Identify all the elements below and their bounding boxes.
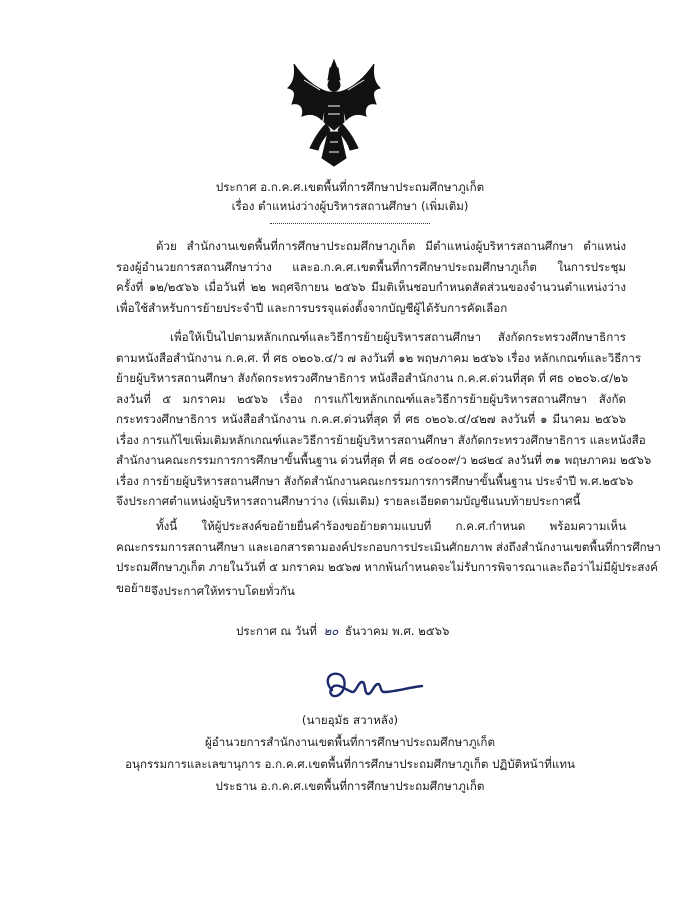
paragraph-line: จึงประกาศตำแหน่งผู้บริหารสถานศึกษาว่าง (เพิ่มเติม) รายละเอียดตามบัญชีแนบท้ายประกาศนี้ <box>116 494 581 508</box>
paragraph-line: ลงวันที่ ๕ มกราคม ๒๕๖๖ เรื่อง การแก้ไขหลักเกณฑ์และวิธีการย้ายผู้บริหารสถานศึกษา สังกัด <box>116 391 626 406</box>
garuda-emblem-icon <box>284 58 384 168</box>
paragraph-line: ตามหนังสือสำนักงาน ก.ค.ศ. ที่ ศธ ๐๒๐๖.๔/ว ๗ ลงวันที่ ๑๒ พฤษภาคม ๒๕๖๖ เรื่อง หลักเกณฑ์และวิธีการ <box>116 350 642 365</box>
paragraph-line: ย้ายผู้บริหารสถานศึกษา สังกัดกระทรวงศึกษาธิการ หนังสือสำนักงาน ก.ค.ศ.ด่วนที่สุด ที่ ศธ ๐๒๐๖.๔/๒๖ <box>116 371 629 385</box>
signatory-position-3: ประธาน อ.ก.ค.ศ.เขตพื้นที่การศึกษาประถมศึกษาภูเก็ต <box>215 779 485 793</box>
paragraph-line: คณะกรรมการสถานศึกษา และเอกสารตามองค์ประกอบการประเมินศักยภาพ ส่งถึงสำนักงานเขตพื้นที่การศึกษา <box>116 539 661 554</box>
signatory-position-2: อนุกรรมการและเลขานุการ อ.ก.ค.ศ.เขตพื้นที่การศึกษาประถมศึกษาภูเก็ต ปฏิบัติหน้าที่แทน <box>125 757 575 771</box>
paragraph-1 <box>116 236 626 318</box>
paragraph-line: กระทรวงศึกษาธิการ หนังสือสำนักงาน ก.ค.ศ.ด่วนที่สุด ที่ ศธ ๐๒๐๖.๔/๔๒๗ ลงวันที่ ๑ มีนาคม ๒๕๖๖ <box>116 412 626 426</box>
paragraph-line: ครั้งที่ ๑๒/๒๕๖๖ เมื่อวันที่ ๒๒ พฤศจิกายน ๒๕๖๖ มีมติเห็นชอบกำหนดสัดส่วนของจำนวนตำแหน่งว่าง <box>116 280 626 294</box>
paragraph-line: รองผู้อำนวยการสถานศึกษาว่าง และอ.ก.ค.ศ.เขตพื้นที่การศึกษาประถมศึกษาภูเก็ต ในการประชุม <box>116 259 626 274</box>
date-rest: ธันวาคม พ.ศ. ๒๕๖๖ <box>345 624 450 638</box>
paragraph-line: เรื่อง การย้ายผู้บริหารสถานศึกษา สังกัดสำนักงานคณะกรรมการการศึกษาขั้นพื้นฐาน ประจำปี พ.ศ.๒๕๖๖ <box>116 473 634 488</box>
separator-line <box>270 223 430 224</box>
paragraph-line: เพื่อให้เป็นไปตามหลักเกณฑ์และวิธีการย้ายผู้บริหารสถานศึกษา สังกัดกระทรวงศึกษาธิการ <box>170 330 626 344</box>
signatory-name: (นายอุมัธ สวาหลัง) <box>301 713 399 727</box>
paragraph-line: เพื่อใช้สำหรับการย้ายประจำปี และการบรรจุแต่งตั้งจากบัญชีผู้ได้รับการคัดเลือก <box>116 300 508 315</box>
paragraph-line: ขอย้าย <box>116 580 151 595</box>
paragraph-line: สำนักงานคณะกรรมการการศึกษาขั้นพื้นฐาน ด่วนที่สุด ที่ ศธ ๐๔๐๐๙/ว ๒๘๒๔ ลงวันที่ ๓๑ พฤษภาคม ๒๕๖๖ <box>116 453 652 467</box>
announcement-date <box>236 623 449 640</box>
date-prefix: ประกาศ ณ วันที่ <box>236 624 317 638</box>
paragraph-line: ประถมศึกษาภูเก็ต ภายในวันที่ ๕ มกราคม ๒๕๖๗ หากพ้นกำหนดจะไม่รับการพิจารณาและถือว่าไม่มีผู้ประสงค์ <box>116 560 658 574</box>
paragraph-line: ด้วย สำนักงานเขตพื้นที่การศึกษาประถมศึกษาภูเก็ต มีตำแหน่งผู้บริหารสถานศึกษา ตำแหน่ง <box>156 239 626 253</box>
paragraph-line: เรื่อง การแก้ไขเพิ่มเติมหลักเกณฑ์และวิธีการย้ายผู้บริหารสถานศึกษา สังกัดกระทรวงศึกษาธิการ และหนังสือ <box>116 432 646 447</box>
paragraph-2 <box>116 327 652 512</box>
announcement-title: ประกาศ อ.ก.ค.ศ.เขตพื้นที่การศึกษาประถมศึกษาภูเก็ต <box>215 180 485 194</box>
signatory-position-1: ผู้อำนวยการสำนักงานเขตพื้นที่การศึกษาประถมศึกษาภูเก็ต <box>205 735 495 749</box>
handwritten-signature <box>318 668 428 708</box>
closing-statement: จึงประกาศให้ทราบโดยทั่วกัน <box>151 584 295 598</box>
announcement-subject: เรื่อง ตำแหน่งว่างผู้บริหารสถานศึกษา (เพิ่มเติม) <box>231 199 469 213</box>
paragraph-line: ทั้งนี้ ให้ผู้ประสงค์ขอย้ายยื่นคำร้องขอย้ายตามแบบที่ ก.ค.ศ.กำหนด พร้อมความเห็น <box>156 519 626 533</box>
date-day: ๒๐ <box>323 624 339 638</box>
